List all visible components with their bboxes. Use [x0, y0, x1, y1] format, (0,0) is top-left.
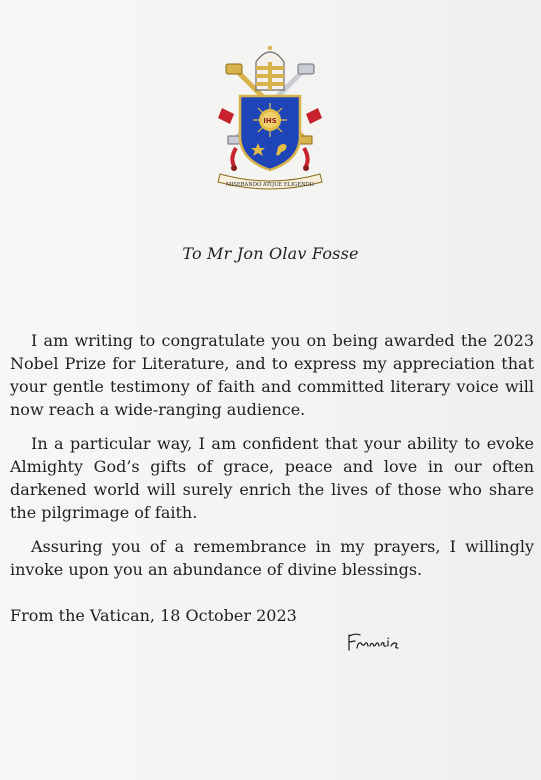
body-paragraph: Assuring you of a remembrance in my prayers, I willingly invoke upon you an abundance of divine blessings.: [10, 537, 534, 579]
svg-text:IHS: IHS: [263, 117, 277, 125]
letter-body: [10, 329, 534, 592]
shield-icon: [240, 96, 300, 170]
body-paragraph: In a particular way, I am confident that your ability to evoke Almighty God’s gifts of grace, peace and love in our often darkened world will surely enrich the lives of those who share the pilgrimage of faith.: [10, 434, 534, 522]
motto-text: MISERANDO ATQUE ELIGENDO: [225, 182, 315, 188]
papal-coat-of-arms-icon: [212, 40, 328, 192]
signature-icon: [346, 632, 400, 654]
body-paragraph: I am writing to congratulate you on being awarded the 2023 Nobel Prize for Literature, and to express my appreciation that your gentle testimony of faith and committed literary voice will now reach a wide-ranging audience.: [10, 331, 534, 419]
addressee-line: To Mr Jon Olav Fosse: [182, 244, 359, 263]
mitre-icon: [256, 46, 284, 90]
closing-line: From the Vatican, 18 October 2023: [10, 606, 297, 625]
motto-scroll: [218, 174, 322, 189]
